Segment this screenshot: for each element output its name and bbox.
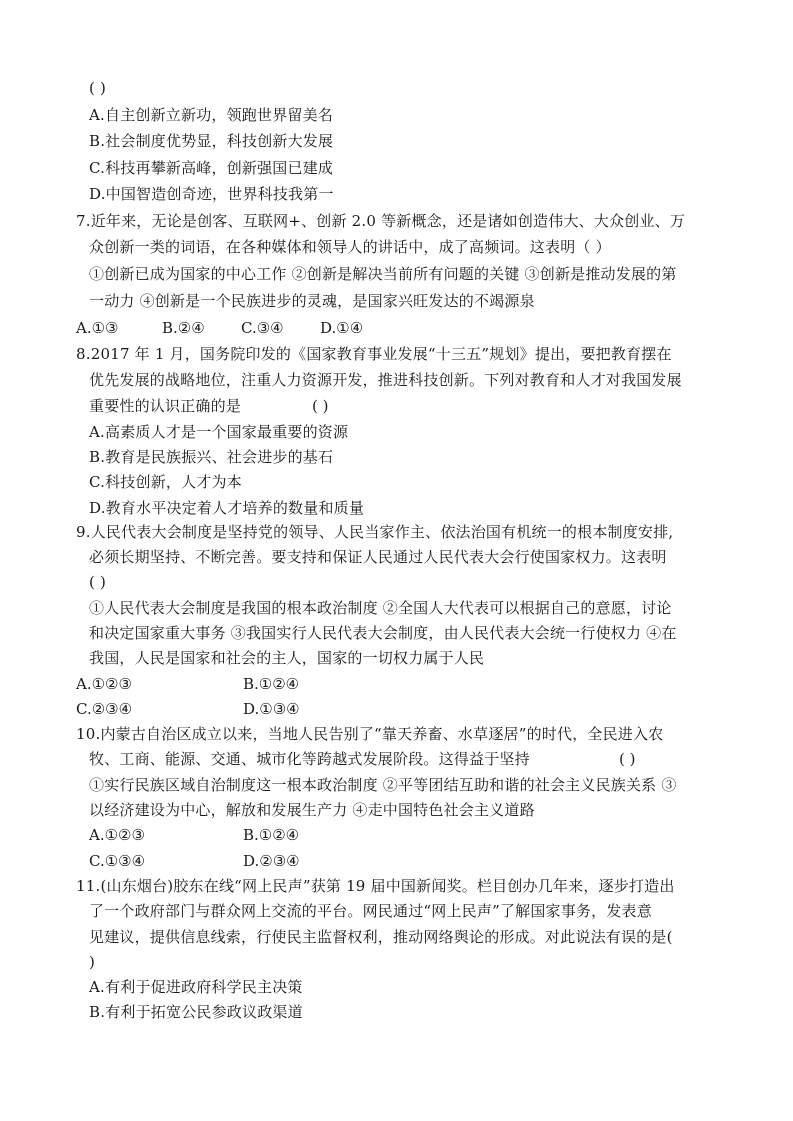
q7-option-a: A.①③: [76, 319, 119, 337]
q7-option-d: D.①④: [320, 319, 364, 337]
q6-option-c: C.科技再攀新高峰，创新强国已建成: [89, 159, 334, 177]
q7-statement-line1: ①创新已成为国家的中心工作 ②创新是解决当前所有问题的关键 ③创新是推动发展的第: [89, 265, 677, 283]
q8-option-c: C.科技创新，人才为本: [89, 473, 242, 491]
q11-option-a: A.有利于促进政府科学民主决策: [89, 978, 303, 996]
q6-paren: ( ): [89, 79, 107, 97]
q11-stem-line1: 11.(山东烟台)胶东在线“网上民声”获第 19 届中国新闻奖。栏目创办几年来，逐步打造出: [76, 877, 675, 895]
q7-statement-line2: 一动力 ④创新是一个民族进步的灵魂，是国家兴旺发达的不竭源泉: [89, 292, 535, 310]
q6-option-b: B.社会制度优势显，科技创新大发展: [89, 132, 334, 150]
q9-option-a: A.①②③: [76, 675, 132, 693]
q9-statement-line3: 我国，人民是国家和社会的主人，国家的一切权力属于人民: [89, 649, 485, 667]
q8-option-d: D.教育水平决定着人才培养的数量和质量: [89, 499, 365, 517]
q9-statement-line2: 和决定国家重大事务 ③我国实行人民代表大会制度，由人民代表大会统一行使权力 ④在: [89, 624, 677, 642]
q10-paren: ( ): [619, 750, 636, 768]
q8-stem-line1: 8.2017 年 1 月，国务院印发的《国家教育事业发展“十三五”规划》提出，要把教育摆在: [76, 345, 672, 363]
q9-stem-line2: 必须长期坚持、不断完善。要支持和保证人民通过人民代表大会行使国家权力。这表明: [89, 548, 667, 566]
q10-stem-line2: 牧、工商、能源、交通、城市化等跨越式发展阶段。这得益于坚持: [89, 750, 530, 768]
q7-option-c: C.③④: [241, 319, 284, 337]
q6-option-a: A.自主创新立新功，领跑世界留美名: [89, 106, 334, 124]
q7-option-b: B.②④: [162, 319, 205, 337]
q8-option-a: A.高素质人才是一个国家最重要的资源: [89, 423, 349, 441]
q11-stem-line4: ): [89, 953, 96, 971]
q6-option-d: D.中国智造创奇迹，世界科技我第一: [89, 185, 334, 203]
q10-option-b: B.①②④: [243, 826, 300, 844]
q10-option-c: C.①③④: [89, 852, 146, 870]
q8-stem-line2: 优先发展的战略地位，注重人力资源开发，推进科技创新。下列对教育和人才对我国发展: [89, 371, 682, 389]
q9-stem-line1: 9.人民代表大会制度是坚持党的领导、人民当家作主、依法治国有机统一的根本制度安排,: [76, 523, 674, 541]
q10-statement-line1: ①实行民族区域自治制度这一根本政治制度 ②平等团结互助和谐的社会主义民族关系 ③: [89, 776, 677, 794]
q11-option-b: B.有利于拓宽公民参政议政渠道: [89, 1003, 303, 1021]
q11-stem-line2: 了一个政府部门与群众网上交流的平台。网民通过“网上民声”了解国家事务，发表意: [89, 902, 652, 920]
q9-option-b: B.①②④: [243, 675, 300, 693]
q10-stem-line1: 10.内蒙古自治区成立以来，当地人民告别了“靠天养畜、水草逐居”的时代，全民进入农: [76, 725, 664, 743]
q11-stem-line3: 见建议，提供信息线索，行使民主监督权利，推动网络舆论的形成。对此说法有误的是(: [89, 928, 673, 946]
q8-paren: ( ): [312, 397, 329, 415]
q7-stem-line1: 7.近年来，无论是创客、互联网+、创新 2.0 等新概念，还是诸如创造伟大、大众创业、万: [76, 212, 686, 230]
q10-option-d: D.②③④: [243, 852, 300, 870]
q10-option-a: A.①②③: [89, 826, 145, 844]
q9-paren: ( ): [89, 573, 107, 591]
q8-stem-line3: 重要性的认识正确的是: [89, 397, 242, 415]
q9-statement-line1: ①人民代表大会制度是我国的根本政治制度 ②全国人大代表可以根据自己的意愿，讨论: [89, 599, 672, 617]
q10-statement-line2: 以经济建设为中心，解放和发展生产力 ④走中国特色社会主义道路: [89, 801, 535, 819]
q9-option-d: D.①③④: [243, 700, 300, 718]
q9-option-c: C.②③④: [76, 700, 133, 718]
q8-option-b: B.教育是民族振兴、社会进步的基石: [89, 448, 334, 466]
q7-stem-line2: 众创新一类的词语，在各种媒体和领导人的讲话中，成了高频词。这表明（ ）: [89, 238, 611, 256]
